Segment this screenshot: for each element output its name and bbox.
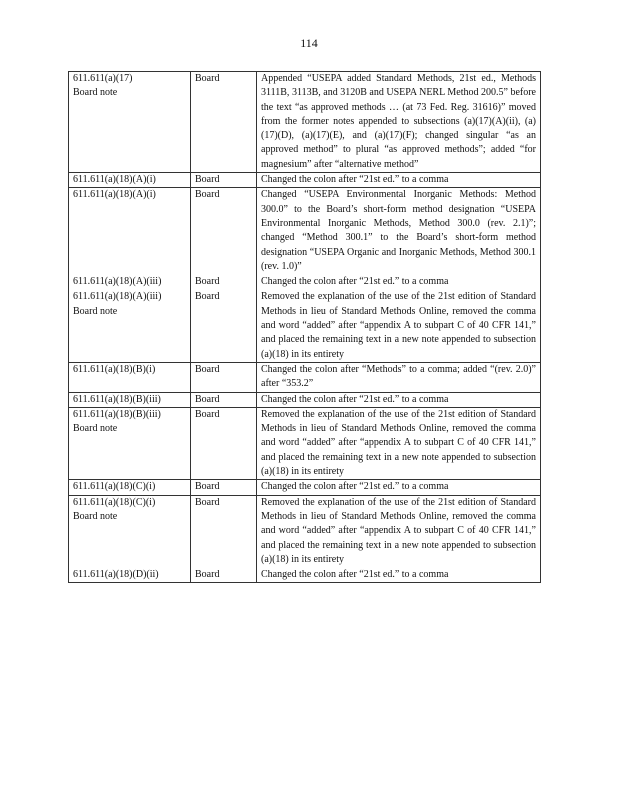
section-cell [69, 495, 191, 567]
agency-cell: Board [191, 362, 257, 392]
section-citation: 611.611(a)(18)(A)(iii) [73, 291, 162, 303]
change-description-cell: Removed the explanation of the use of the 21st edition of Standard Methods in lieu of Standard Methods Online, removed the comma and word “added” after “appendix A to subpart C of 40 CFR 141,” and placed the remaining text in a new note appended to subsection (a)(18) in its entirety [257, 407, 541, 479]
change-description-cell: Changed the colon after “Methods” to a comma; added “(rev. 2.0)” after “353.2” [257, 362, 541, 392]
agency-cell: Board [191, 495, 257, 567]
section-citation: 611.611(a)(17) [73, 73, 133, 84]
change-description-cell: Changed “USEPA Environmental Inorganic Methods: Method 300.0” to the Board’s short-form method designation “USEPA Environmental Inorganic Methods, Method 300.0 (rev. 2.1)”; changed “Method 300.1” to the Board’s short-form method designation “USEPA Organic and Inorganic Methods, Method 300.1 (rev. 1.0)” [257, 188, 541, 274]
agency-cell: Board [191, 407, 257, 479]
amendments-table-body [69, 72, 541, 583]
change-description-cell: Changed the colon after “21st ed.” to a comma [257, 567, 541, 583]
agency-cell: Board [191, 392, 257, 407]
change-description-cell: Appended “USEPA added Standard Methods, 21st ed., Methods 3111B, 3113B, and 3120B and USEPA NERL Method 200.5” before the text “as approved methods … (at 73 Fed. Reg. 31616)” moved from the former notes appended to subsections (a)(17)(A)(ii), (a)(17)(D), (a)(17)(E), and (a)(17)(F); changed singular “as an approved method” to plural “as approved methods”; added “for magnesium” after “alternative method” [257, 72, 541, 173]
section-note: Board note [73, 423, 118, 435]
table-row [69, 495, 541, 567]
change-description-cell: Changed the colon after “21st ed.” to a comma [257, 274, 541, 289]
agency-cell: Board [191, 173, 257, 188]
section-citation: 611.611(a)(18)(B)(iii) [73, 393, 161, 405]
agency-cell: Board [191, 567, 257, 583]
table-row [69, 173, 541, 188]
table-row [69, 188, 541, 274]
change-description-cell: Changed the colon after “21st ed.” to a comma [257, 480, 541, 495]
section-citation: 611.611(a)(18)(A)(iii) [73, 276, 162, 288]
section-citation: 611.611(a)(18)(A)(i) [73, 174, 156, 186]
section-cell [69, 392, 191, 407]
table-row [69, 362, 541, 392]
section-citation: 611.611(a)(18)(B)(iii) [73, 408, 161, 420]
agency-cell: Board [191, 72, 257, 173]
section-citation: 611.611(a)(18)(D)(ii) [73, 569, 159, 581]
table-row [69, 407, 541, 479]
section-cell [69, 274, 191, 289]
change-description-cell: Changed the colon after “21st ed.” to a comma [257, 392, 541, 407]
section-cell [69, 480, 191, 495]
amendments-table [68, 71, 541, 583]
agency-cell: Board [191, 274, 257, 289]
section-cell [69, 289, 191, 362]
section-cell [69, 188, 191, 274]
table-row [69, 72, 541, 173]
change-description-cell: Changed the colon after “21st ed.” to a comma [257, 173, 541, 188]
table-row [69, 567, 541, 583]
table-row [69, 480, 541, 495]
table-row [69, 392, 541, 407]
section-cell [69, 567, 191, 583]
section-cell [69, 407, 191, 479]
section-citation: 611.611(a)(18)(B)(i) [73, 363, 156, 375]
section-cell [69, 362, 191, 392]
section-cell [69, 72, 191, 173]
table-row [69, 289, 541, 362]
change-description-cell: Removed the explanation of the use of the 21st edition of Standard Methods in lieu of Standard Methods Online, removed the comma and word “added” after “appendix A to subpart C of 40 CFR 141,” and placed the remaining text in a new note appended to subsection (a)(18) in its entirety [257, 289, 541, 362]
page-number: 114 [300, 36, 318, 50]
section-cell [69, 173, 191, 188]
section-note: Board note [73, 87, 118, 99]
section-note: Board note [73, 510, 118, 522]
agency-cell: Board [191, 188, 257, 274]
change-description-cell: Removed the explanation of the use of the 21st edition of Standard Methods in lieu of Standard Methods Online, removed the comma and word “added” after “appendix A to subpart C of 40 CFR 141,” and placed the remaining text in a new note appended to subsection (a)(18) in its entirety [257, 495, 541, 567]
section-note: Board note [73, 305, 118, 317]
agency-cell: Board [191, 289, 257, 362]
agency-cell: Board [191, 480, 257, 495]
section-citation: 611.611(a)(18)(A)(i) [73, 189, 156, 201]
section-citation: 611.611(a)(18)(C)(i) [73, 496, 156, 508]
table-row [69, 274, 541, 289]
section-citation: 611.611(a)(18)(C)(i) [73, 481, 156, 493]
